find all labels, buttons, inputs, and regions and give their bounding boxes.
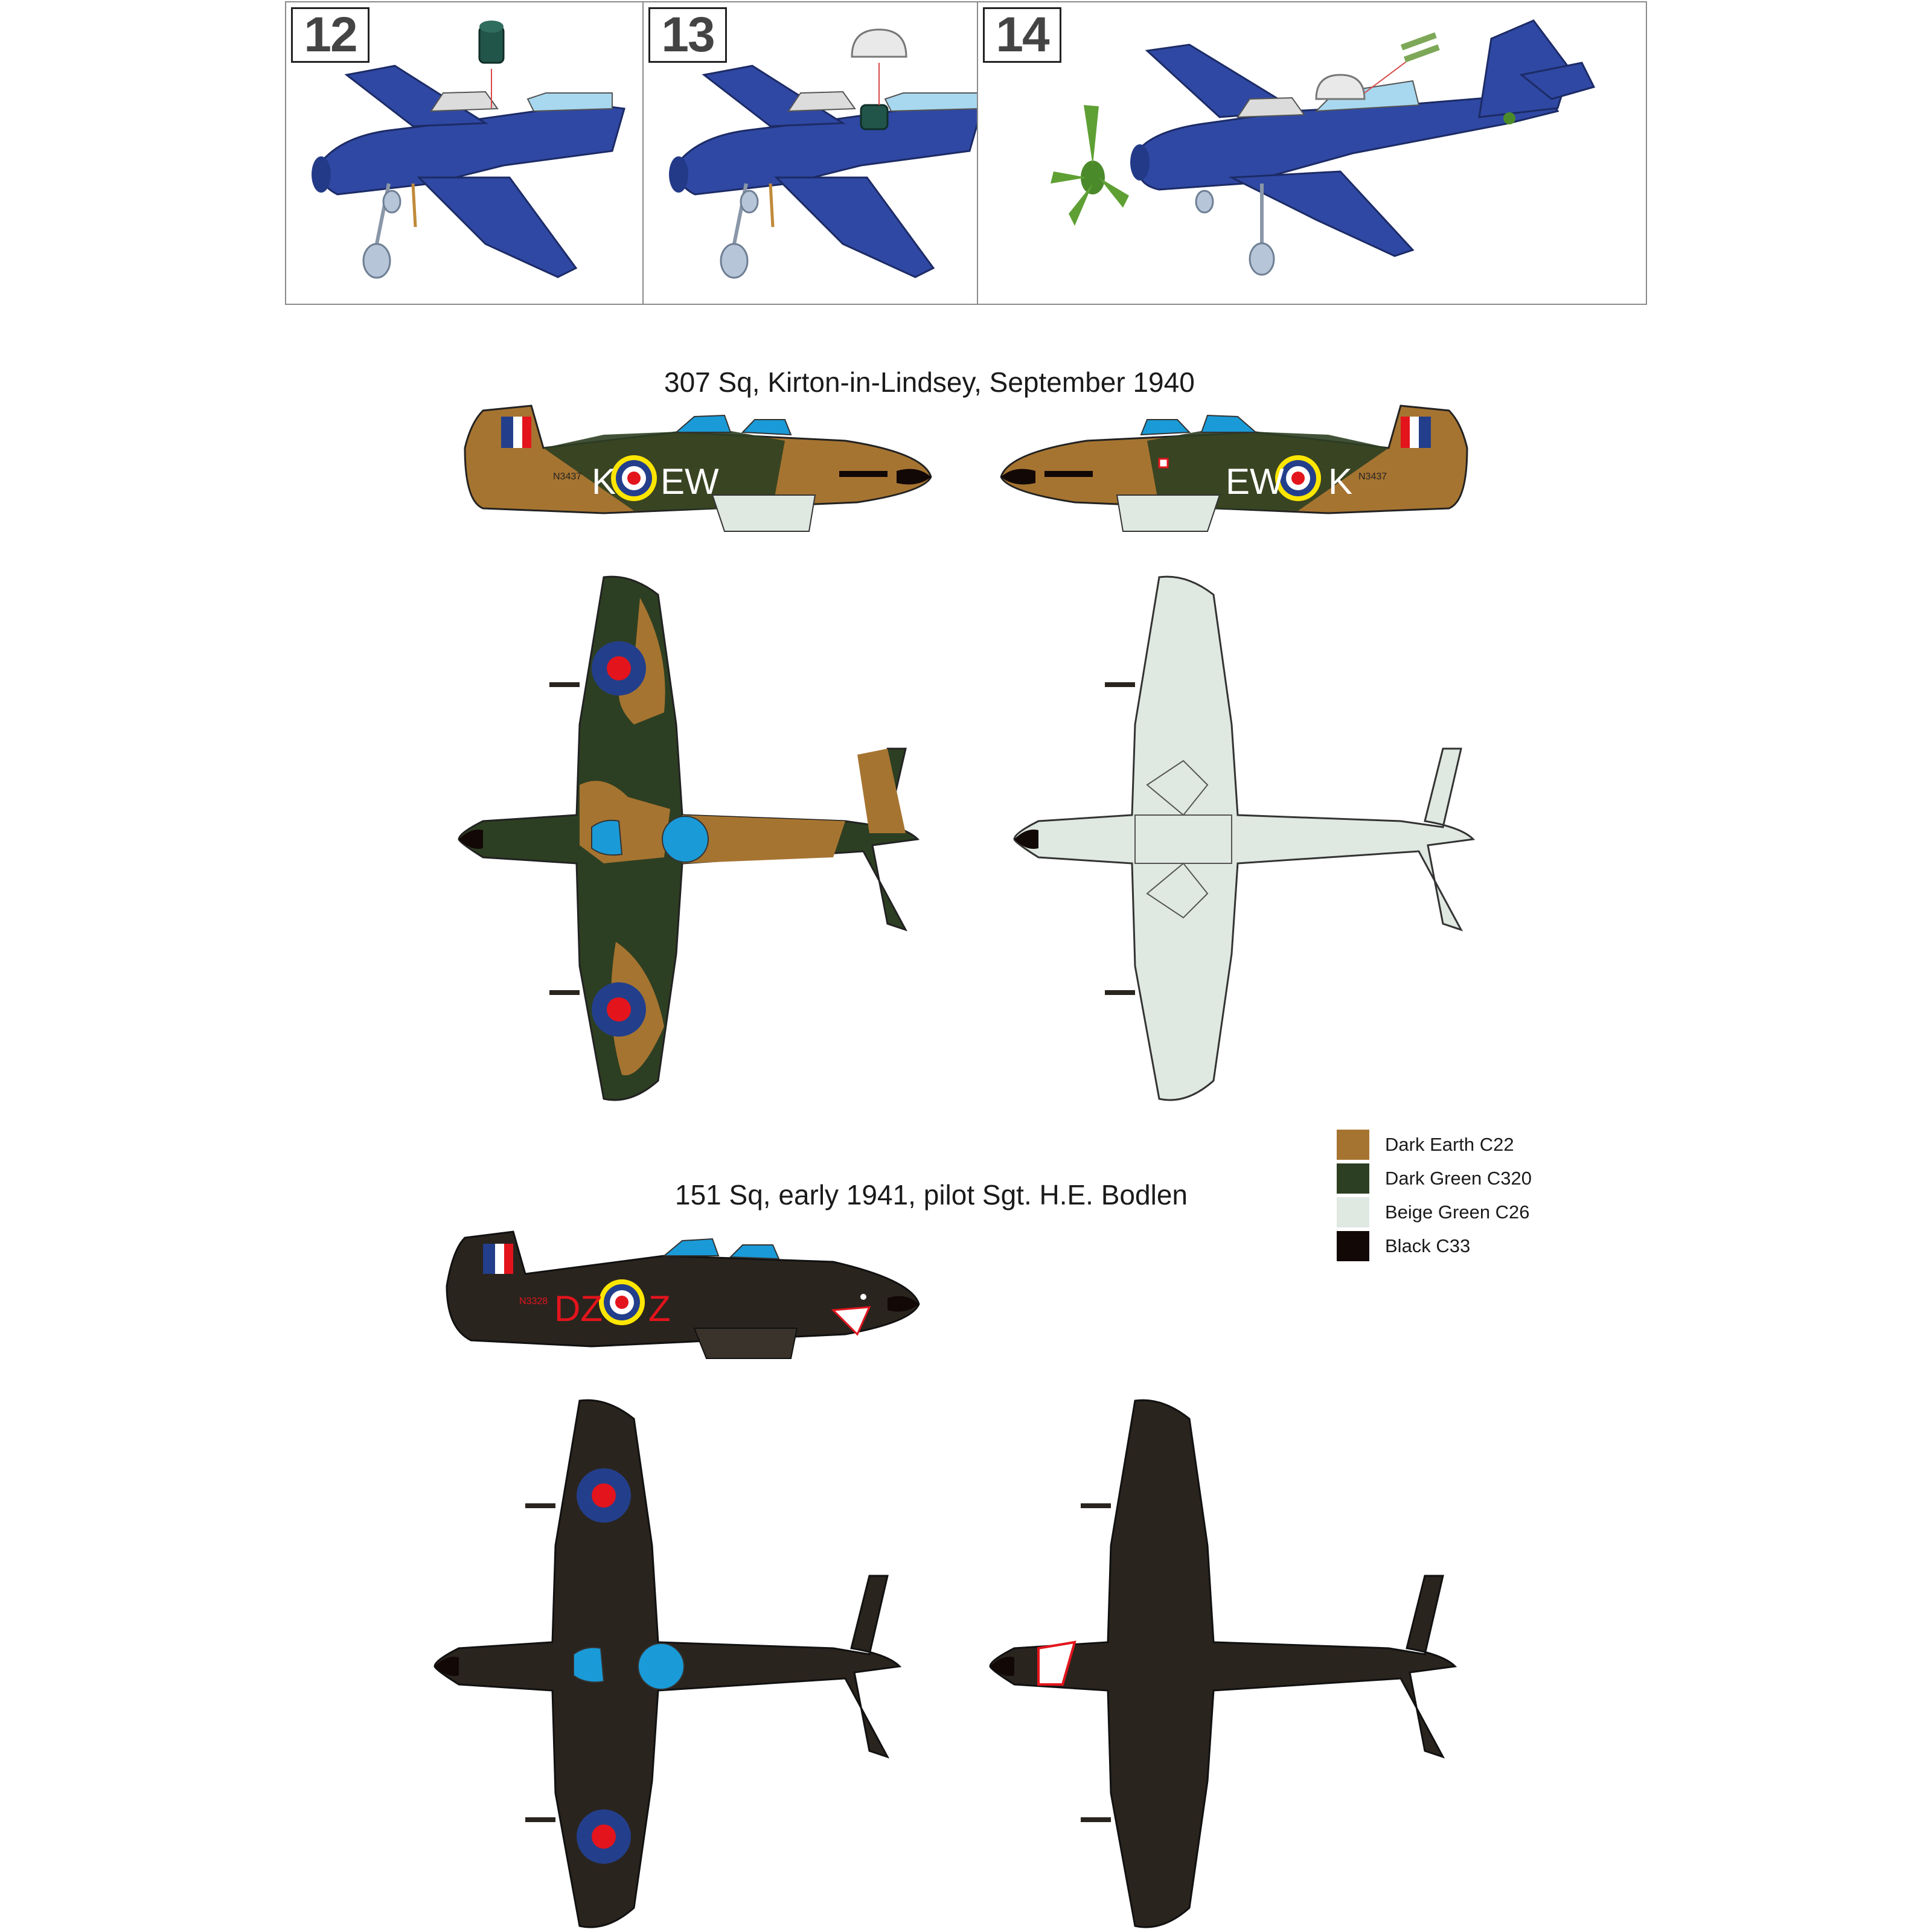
top-view	[435, 1400, 900, 1927]
squadron-code-left: K	[1328, 461, 1353, 502]
color-swatch	[1337, 1197, 1369, 1227]
legend-label: Black C33	[1385, 1235, 1471, 1256]
aircraft-serial: N3328	[519, 1296, 548, 1307]
legend-item	[1337, 1195, 1532, 1229]
color-swatch	[1337, 1231, 1369, 1261]
step-number: 13	[648, 7, 727, 63]
legend-label: Dark Green C320	[1385, 1168, 1532, 1189]
color-swatch	[1337, 1130, 1369, 1160]
squadron-code-left: DZ	[554, 1288, 603, 1329]
bottom-view	[990, 1400, 1455, 1927]
color-swatch	[1337, 1163, 1369, 1194]
squadron-code-right: Z	[648, 1288, 671, 1329]
aircraft-serial: N3437	[1358, 472, 1387, 482]
legend-item	[1337, 1162, 1532, 1195]
aircraft-serial: N3437	[553, 472, 582, 482]
legend-label: Beige Green C26	[1385, 1201, 1530, 1223]
squadron-code-left: K	[592, 461, 616, 502]
paint-legend	[1337, 1128, 1532, 1263]
squadron-code-right: EW	[1226, 461, 1284, 502]
legend-item	[1337, 1128, 1532, 1162]
left-side-profile	[447, 1232, 919, 1358]
step-number: 12	[291, 7, 369, 63]
scheme-caption: 151 Sq, early 1941, pilot Sgt. H.E. Bodlen	[675, 1179, 1188, 1211]
scheme-caption: 307 Sq, Kirton-in-Lindsey, September 1940	[664, 366, 1195, 398]
legend-label: Dark Earth C22	[1385, 1134, 1514, 1155]
step-number: 14	[983, 7, 1061, 63]
legend-item	[1337, 1229, 1532, 1263]
squadron-code-right: EW	[661, 461, 719, 502]
